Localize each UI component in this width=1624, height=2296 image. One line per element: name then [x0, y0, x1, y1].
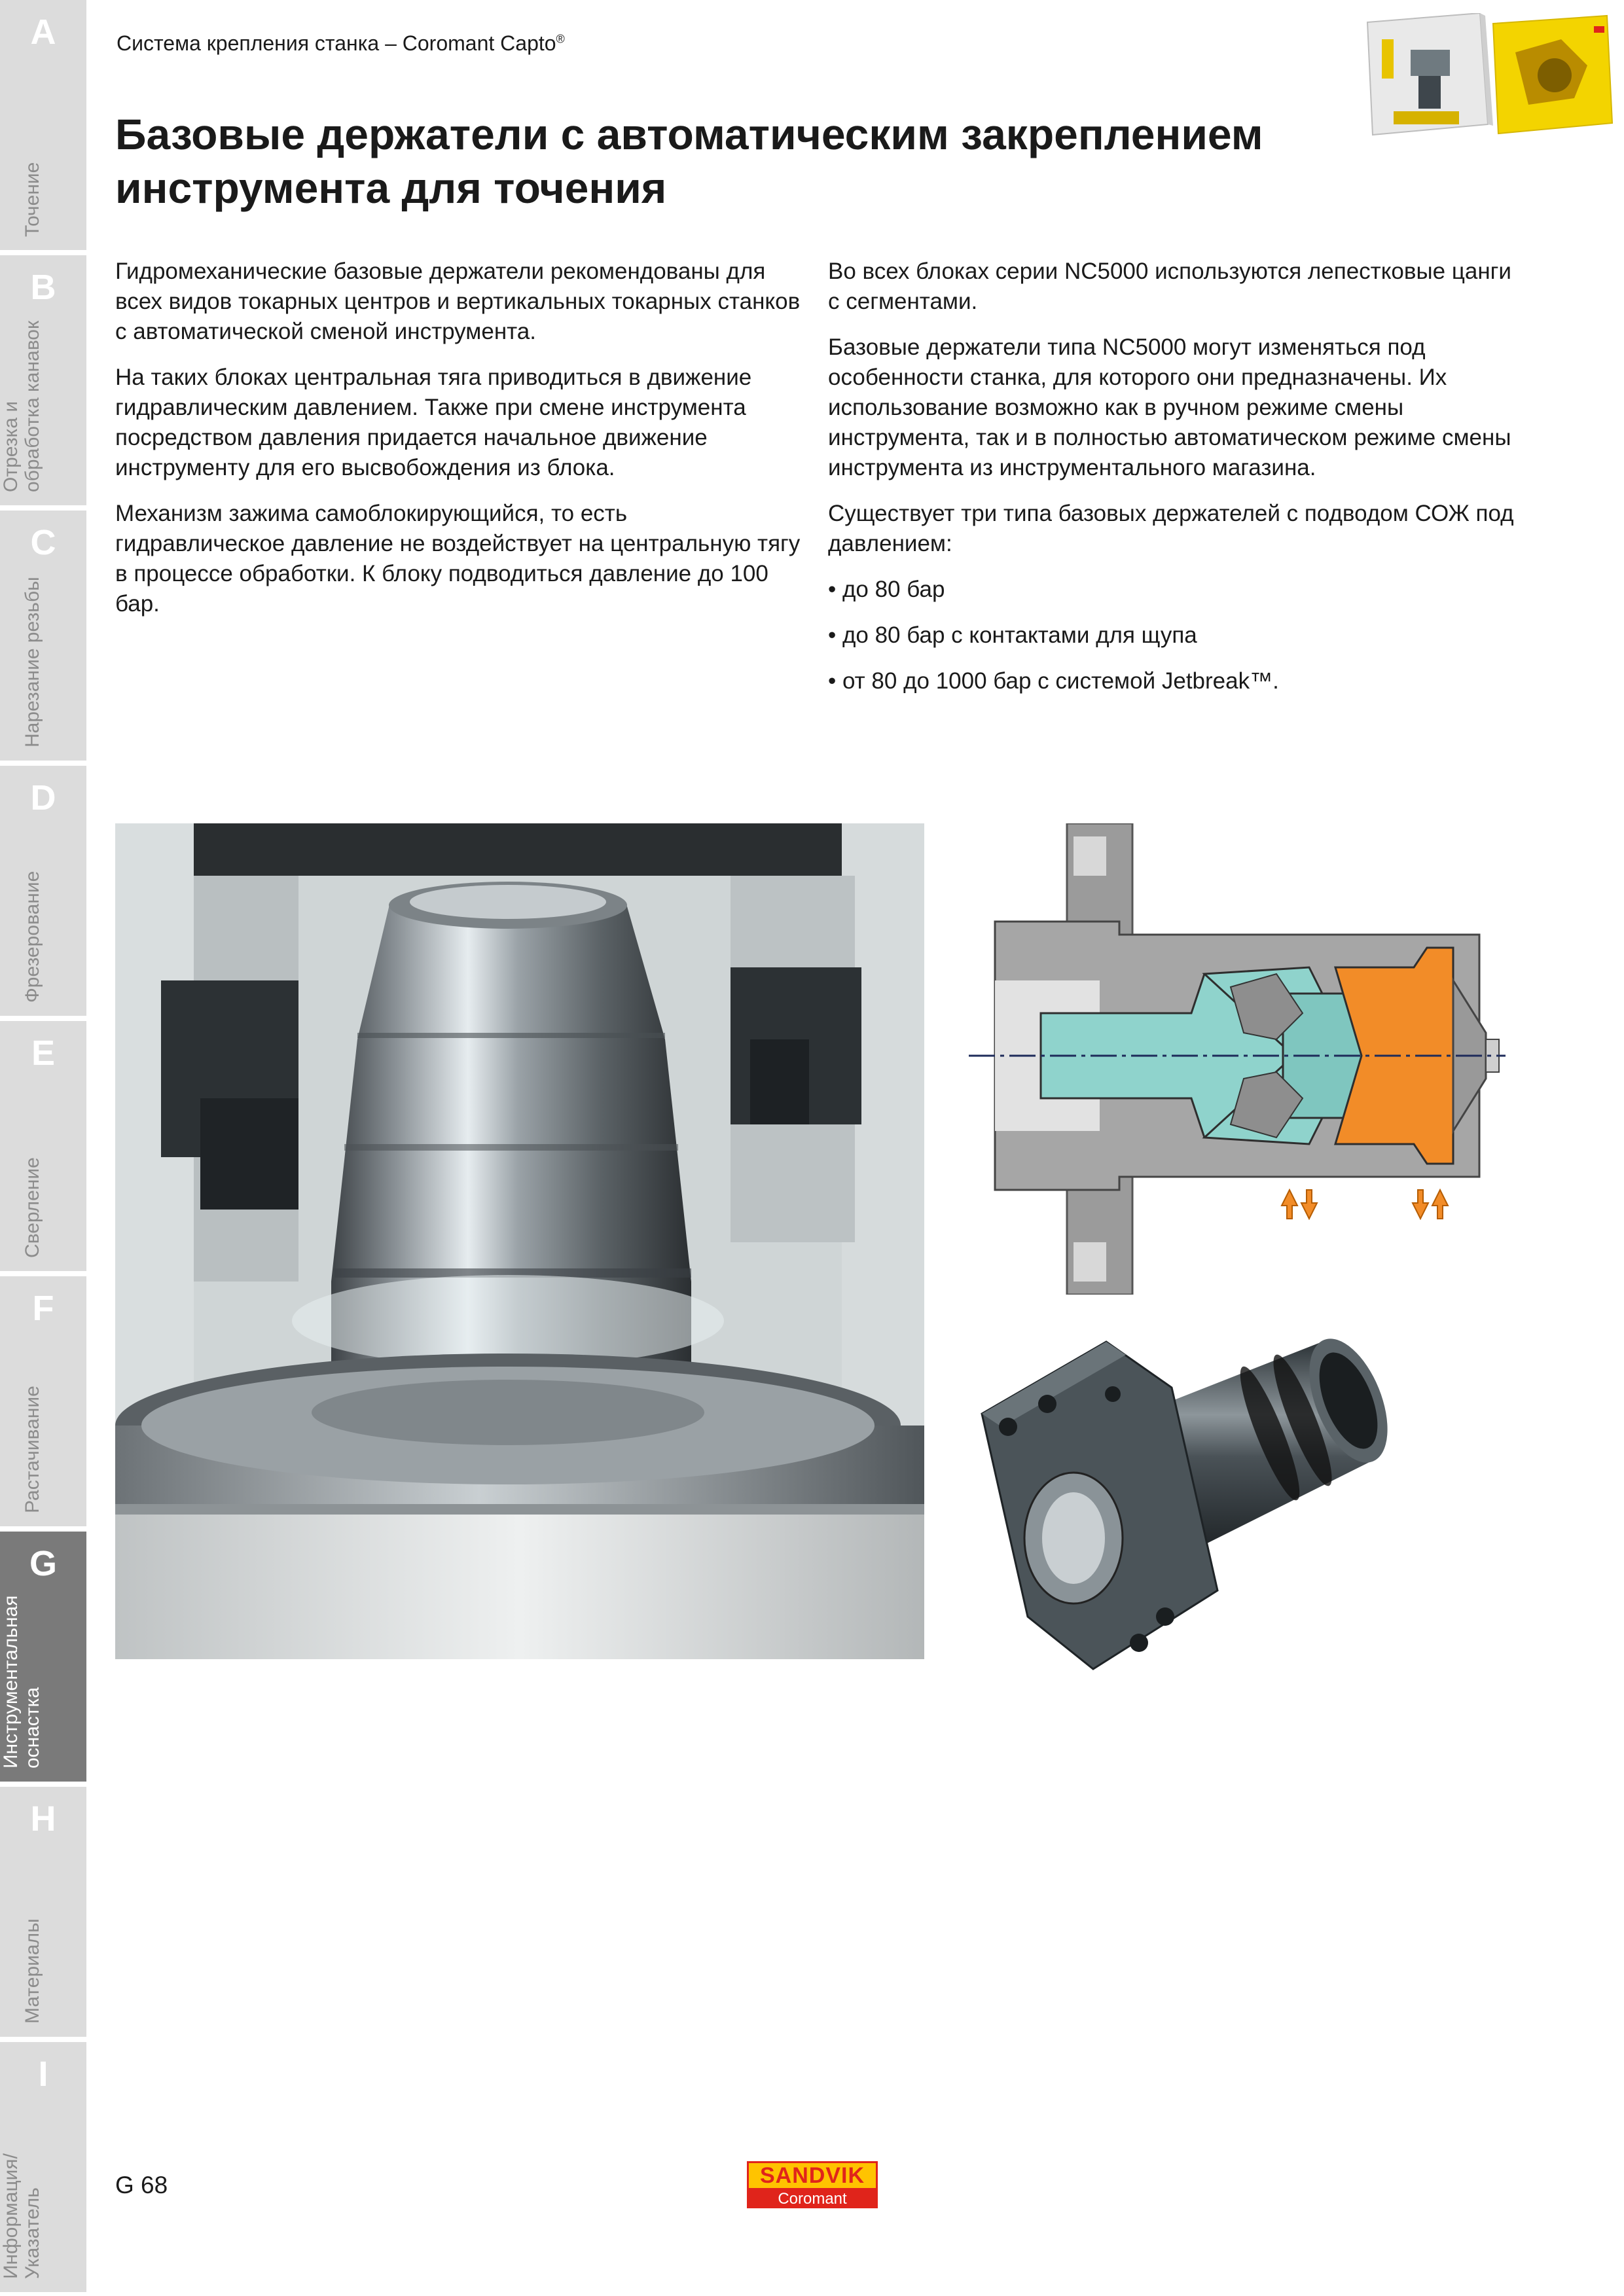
tab-label: Нарезание резьбы: [22, 577, 43, 747]
paragraph: Гидромеханические базовые держатели рекомендованы для всех видов токарных центров и вертикальных токарных станков с автоматической сменой инструмента.: [115, 259, 801, 344]
tab-milling[interactable]: [0, 766, 86, 1016]
tab-letter: B: [30, 268, 56, 307]
cross-section-drawing: [969, 823, 1506, 1295]
logo-bottom: Coromant: [747, 2190, 878, 2208]
tab-letter: F: [32, 1289, 54, 1328]
tab-letter: I: [38, 2054, 48, 2094]
machining-photo: [115, 823, 924, 1659]
breadcrumb: [117, 31, 565, 56]
tab-letter: E: [31, 1033, 56, 1073]
pressure-arrows-left: [1282, 1190, 1317, 1219]
tab-drilling[interactable]: [0, 1021, 86, 1271]
catalog-thumbnails: [1365, 13, 1614, 137]
tab-tooling-systems[interactable]: [0, 1532, 86, 1782]
tab-parting-grooving[interactable]: [0, 255, 86, 505]
paragraph: Во всех блоках серии NC5000 используются лепестковые цанги с сегментами.: [828, 259, 1511, 314]
tab-info-index[interactable]: [0, 2042, 86, 2292]
registered-mark: ®: [556, 32, 565, 46]
paragraph: На таких блоках центральная тяга приводиться в движение гидравлическим давлением. Также при смене инструмента посредством давления придается начальное движение инструменту для его высвобождения из блока.: [115, 365, 752, 480]
tab-letter: C: [30, 523, 56, 562]
tab-label: Информация/ Указатель: [0, 2153, 43, 2279]
tab-label: Сверление: [22, 1157, 43, 1258]
logo-top: SANDVIK: [747, 2161, 878, 2190]
base-holder-render: [969, 1316, 1401, 1682]
text-column-left: [115, 257, 803, 635]
breadcrumb-text: Система крепления станка – Coromant Capto: [117, 31, 556, 55]
tab-label: Инструментальная оснастка: [0, 1595, 43, 1768]
catalog-book-2: [1493, 16, 1612, 134]
tab-label: Растачивание: [22, 1386, 43, 1513]
tab-boring[interactable]: [0, 1276, 86, 1526]
page-title: Базовые держатели с автоматическим закреплением инструмента для точения: [115, 110, 1263, 212]
tab-label: Фрезерование: [22, 870, 43, 1003]
tab-label: Отрезка и обработка канавок: [0, 320, 43, 492]
tab-materials[interactable]: [0, 1787, 86, 2037]
tab-letter: D: [30, 778, 56, 817]
text-column-right: [828, 257, 1515, 712]
tab-letter: A: [30, 12, 56, 52]
paragraph: Базовые держатели типа NC5000 могут изменяться под особенности станка, для которого они предназначены. Их использование возможно как в ручном режиме смены инструмента, так и в полностью автоматическом режиме смены инструмента из инструментального магазина.: [828, 334, 1511, 480]
bullet-item: • до 80 бар с контактами для щупа: [828, 622, 1197, 648]
tab-label: Материалы: [22, 1918, 43, 2024]
tab-turning[interactable]: [0, 0, 86, 250]
tab-threading[interactable]: [0, 511, 86, 761]
section-tab-sidebar: [0, 0, 86, 2296]
bullet-item: • до 80 бар: [828, 577, 945, 602]
sandvik-coromant-logo: [747, 2161, 878, 2210]
tab-letter: G: [29, 1544, 57, 1583]
tab-label: Точение: [22, 162, 43, 237]
pressure-arrows-right: [1413, 1190, 1448, 1219]
paragraph: Механизм зажима самоблокирующийся, то есть гидравлическое давление не воздействует на центральную тягу в процессе обработки. К блоку подводиться давление до 100 бар.: [115, 501, 801, 617]
tab-letter: H: [30, 1799, 56, 1839]
catalog-book-1: [1367, 13, 1493, 135]
page-number: G 68: [115, 2172, 168, 2198]
bullet-item: • от 80 до 1000 бар с системой Jetbreak™.: [828, 668, 1279, 694]
paragraph: Существует три типа базовых держателей с подводом СОЖ под давлением:: [828, 501, 1514, 556]
